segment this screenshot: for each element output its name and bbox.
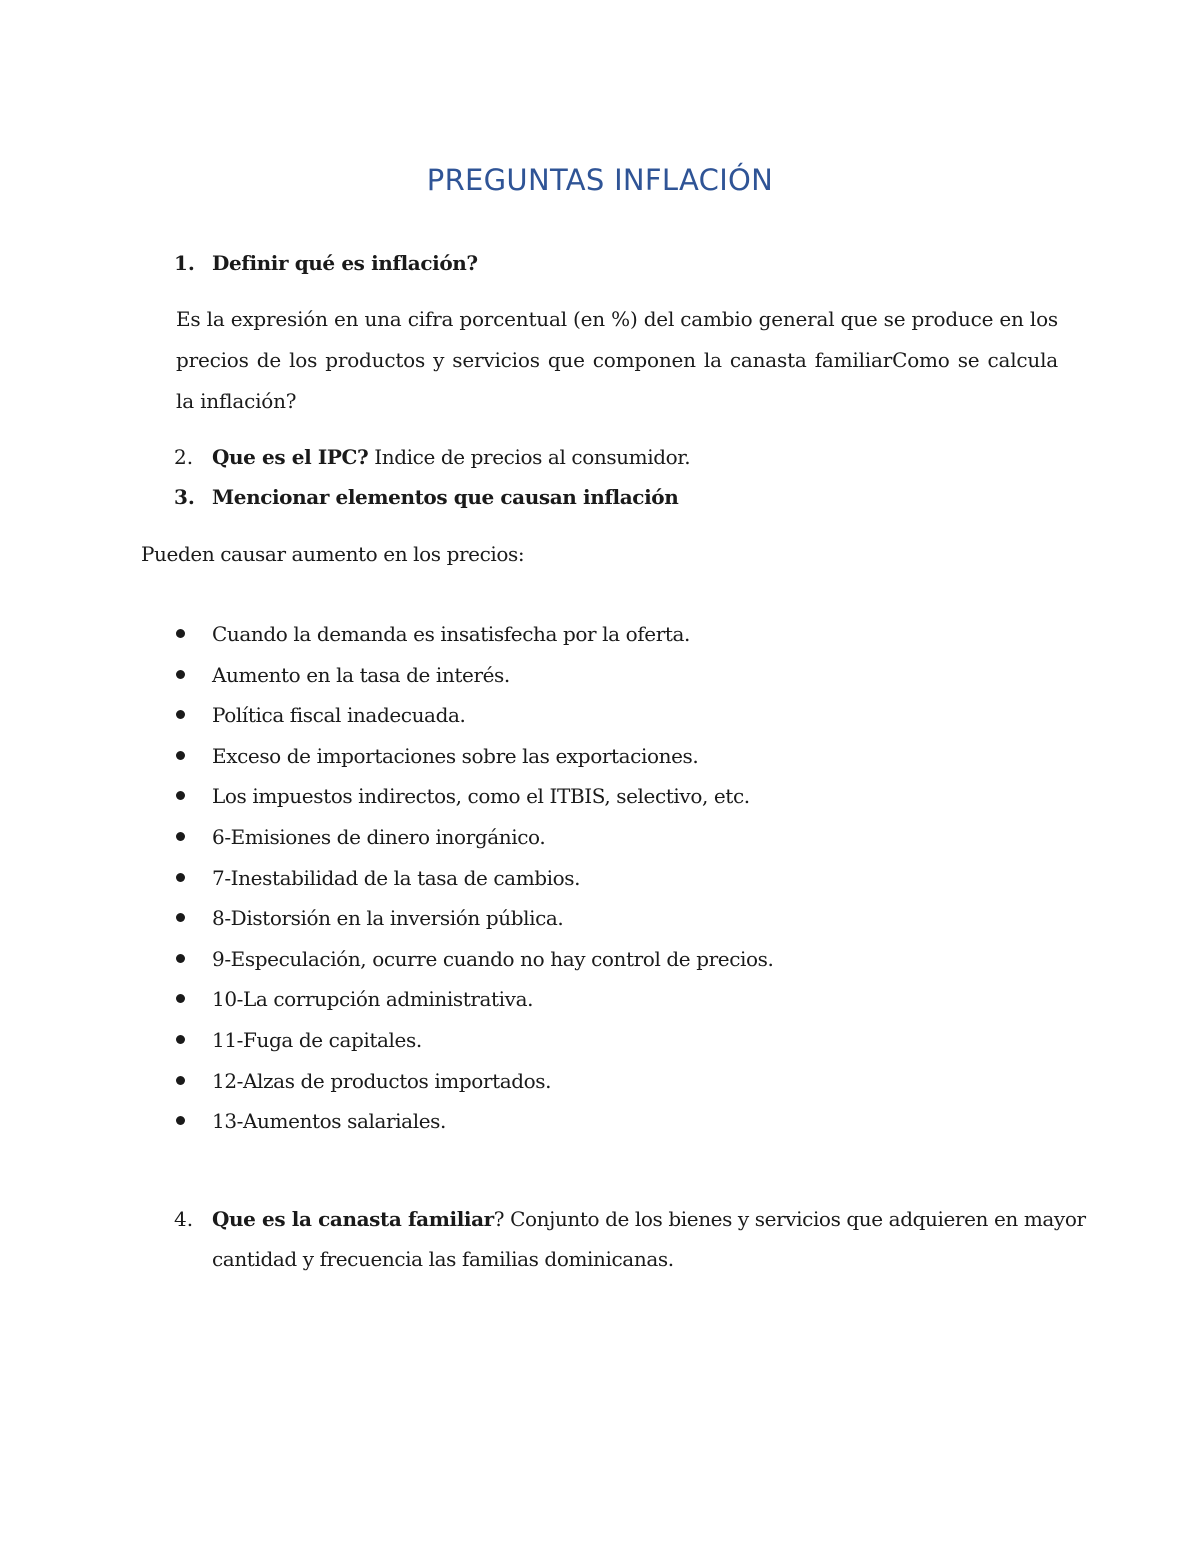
bullet-icon [176, 954, 185, 963]
bullet-icon [176, 832, 185, 841]
document-page: PREGUNTAS INFLACIÓN 1. Definir qué es inflación? Es la expresión en una cifra porcentual (en %) del cambio general que se produce en los precios de los productos y servicios que componen la canasta familiarComo se calcula la inflación? 2. Que es el IPC? Indice de precios al consumidor. 3. Mencionar elementos que causan inflación Pueden causar aumento en los precios: Cuando la demanda es insatisfecha por la oferta. Aumento en la tasa de interés. Política fiscal inadecuada. Exceso de importaciones sobre las exportaciones. Los impuestos indirectos, como el ITBIS, selectivo, etc. 6-Emisiones de dinero inorgánico. 7-Inestabilidad de la tasa de cambios. 8-Distorsión en la inversión pública. 9-Especulación, ocurre cuando no hay control de precios. 10-La corrupción administrativa. 11-Fuga de capitales. 12-Alzas de productos importados. 13-Aumentos salariales. 4. Que es la canasta familiar? Conjunto de los bienes y servicios que adquieren en mayor cantidad y frecuencia las familias dominicanas. [0, 0, 1200, 1553]
bullet-icon [176, 751, 185, 760]
bullet-icon [176, 710, 185, 719]
q3-number: 3. [174, 485, 195, 509]
q2-number: 2. [174, 445, 194, 469]
bullet-icon [176, 629, 185, 638]
bullet-icon [176, 1076, 185, 1085]
bullet-icon [176, 791, 185, 800]
page-title: PREGUNTAS INFLACIÓN [426, 163, 774, 197]
bullet-icon [176, 994, 185, 1003]
q2-line [212, 443, 690, 471]
q1-answer: Es la expresión en una cifra porcentual (en %) del cambio general que se produce en los precios de los productos y servicios que componen la canasta familiarComo se calcula la inflación? [176, 307, 1058, 413]
q2-question: Que es el IPC? [212, 445, 369, 469]
q4-question: Que es la canasta familiar [212, 1207, 494, 1231]
bullet-icon [176, 913, 185, 922]
q4-line1 [212, 1205, 1086, 1233]
q4-answer-line1: ? Conjunto de los bienes y servicios que adquieren en mayor [493, 1207, 1086, 1231]
q1-question: Definir qué es inflación? [212, 251, 478, 275]
q3-question: Mencionar elementos que causan inflación [212, 485, 679, 509]
q4-number: 4. [174, 1207, 194, 1231]
q1-number: 1. [174, 251, 195, 275]
q2-answer: Indice de precios al consumidor. [368, 445, 691, 469]
q4-answer-line2: cantidad y frecuencia las familias dominicanas. [212, 1247, 674, 1271]
bullet-icon [176, 1116, 185, 1125]
bullet-icon [176, 873, 185, 882]
q3-intro: Pueden causar aumento en los precios: [141, 542, 525, 566]
bullet-icon [176, 670, 185, 679]
bullet-icon [176, 1035, 185, 1044]
